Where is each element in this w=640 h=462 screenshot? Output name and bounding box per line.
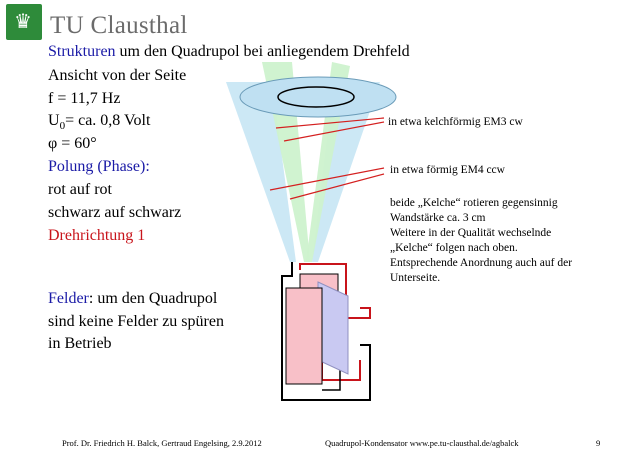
- description-line: Wandstärke ca. 3 cm: [390, 212, 486, 224]
- brand-title: TU Clausthal: [50, 12, 188, 39]
- note-em4: in etwa förmig EM4 ccw: [390, 164, 505, 176]
- felder-line-2: sind keine Felder zu spüren: [48, 313, 224, 330]
- top-ellipse-outer: [240, 77, 396, 117]
- phase-angle-text: φ = 60°: [48, 135, 97, 152]
- felder-line: [48, 289, 217, 309]
- description-line: „Kelche“ folgen nach oben.: [390, 242, 518, 254]
- footer-page-number: 9: [596, 438, 601, 448]
- note-em3: in etwa kelchförmig EM3 cw: [388, 116, 523, 128]
- voltage-subscript: 0: [59, 120, 66, 133]
- felder-line-3: in Betrieb: [48, 335, 112, 352]
- view-text: Ansicht von der Seite: [48, 67, 187, 84]
- description-line: beide „Kelche“ rotieren gegensinnig: [390, 197, 558, 209]
- voltage-symbol: U: [48, 112, 60, 129]
- polung-heading: Polung (Phase):: [48, 158, 150, 175]
- felder-highlight: Felder: [48, 290, 89, 307]
- title-line: [48, 42, 410, 62]
- footer-topic: Quadrupol-Kondensator www.pe.tu-clausthal.de/agbalck: [325, 438, 519, 448]
- polung-schwarz-text: schwarz auf schwarz: [48, 204, 182, 221]
- title-highlight: Strukturen: [48, 43, 116, 60]
- polung-rot-text: rot auf rot: [48, 181, 112, 198]
- voltage-value: = ca. 0,8 Volt: [65, 112, 151, 129]
- description-line: Entsprechende Anordnung auch auf der: [390, 257, 573, 269]
- footer-author: Prof. Dr. Friedrich H. Balck, Gertraud Engelsing, 2.9.2012: [62, 438, 262, 448]
- capacitor-plate-front: [286, 288, 322, 384]
- description-line: Weitere in der Qualität wechselnde: [390, 227, 552, 239]
- description-line: Unterseite.: [390, 272, 441, 284]
- voltage-text: [48, 111, 150, 136]
- title-rest: um den Quadrupol bei anliegendem Drehfeld: [115, 43, 410, 60]
- drehrichtung-text: Drehrichtung 1: [48, 227, 146, 244]
- frequency-text: f = 11,7 Hz: [48, 90, 121, 107]
- felder-rest: : um den Quadrupol: [88, 290, 218, 307]
- tu-clausthal-logo-icon: ♛: [6, 4, 42, 40]
- description-block: [390, 196, 572, 286]
